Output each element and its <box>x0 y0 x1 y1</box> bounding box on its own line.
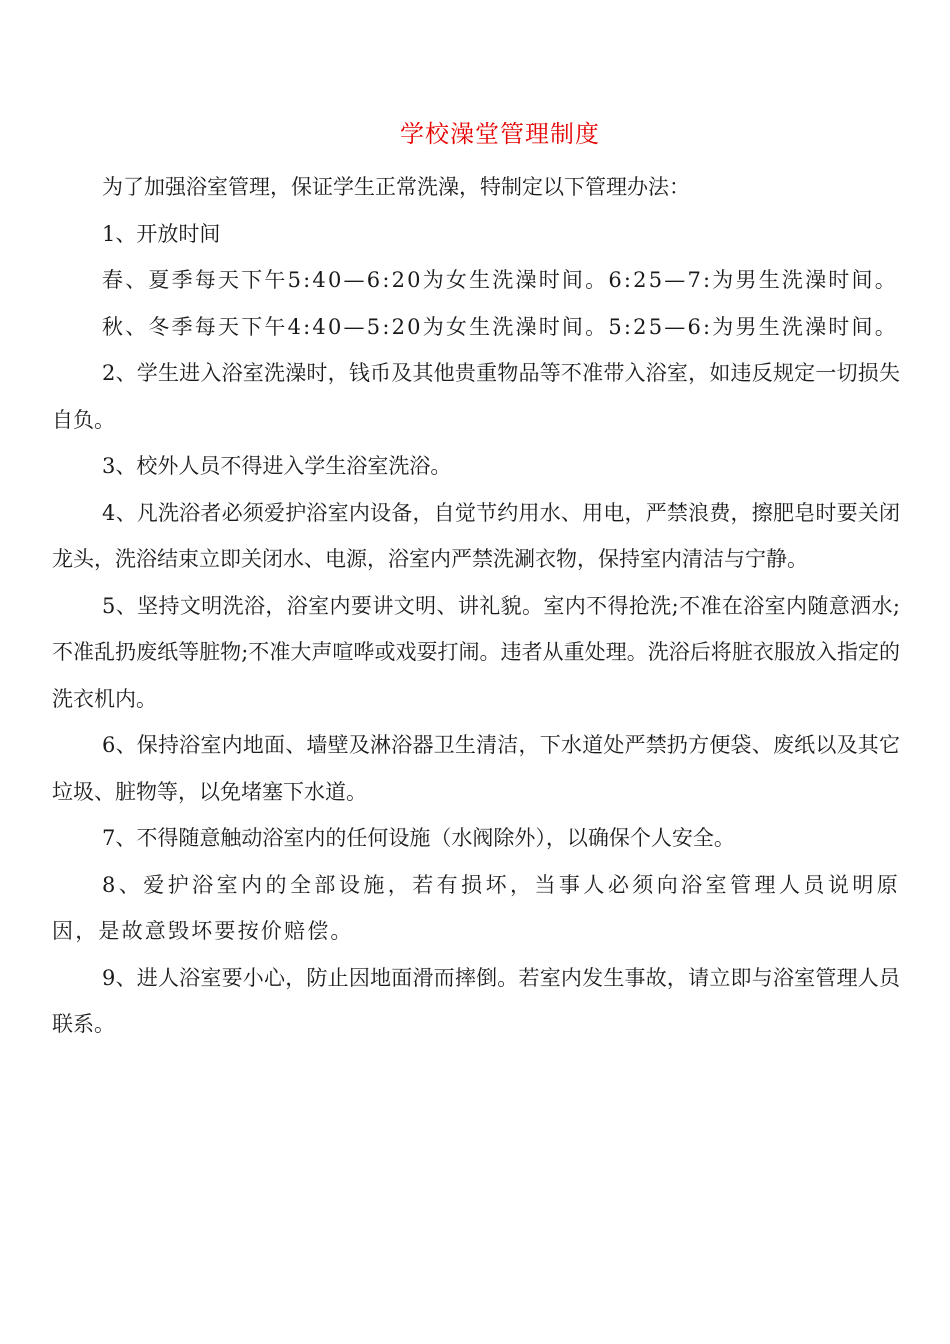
rule-paragraph-6: 6、保持浴室内地面、墙壁及淋浴器卫生清洁，下水道处严禁扔方便袋、废纸以及其它垃圾、脏物等，以免堵塞下水道。 <box>52 733 900 804</box>
rule-paragraph-3: 3、校外人员不得进入学生浴室洗浴。 <box>102 454 452 478</box>
autumn-winter-schedule: 秋、冬季每天下午4:40—5:20为女生洗澡时间。5:25—6:为男生洗澡时间。 <box>102 314 898 339</box>
spring-summer-schedule: 春、夏季每天下午5:40—6:20为女生洗澡时间。6:25—7:为男生洗澡时间。 <box>102 268 898 292</box>
document-body <box>52 164 900 1048</box>
rule-paragraph-4: 4、凡洗浴者必须爱护浴室内设备，自觉节约用水、用电，严禁浪费，擦肥皂时要关闭龙头，洗浴结束立即关闭水、电源，浴室内严禁洗涮衣物，保持室内清洁与宁静。 <box>52 500 900 571</box>
rule-paragraph-8: 8、爱护浴室内的全部设施，若有损坏，当事人必须向浴室管理人员说明原因，是故意毁坏要按价赔偿。 <box>52 872 900 943</box>
rule-paragraph-2: 2、学生进入浴室洗澡时，钱币及其他贵重物品等不准带入浴室，如违反规定一切损失自负。 <box>52 361 900 432</box>
rule-paragraph-9: 9、进人浴室要小心，防止因地面滑而摔倒。若室内发生事故，请立即与浴室管理人员联系。 <box>52 965 900 1036</box>
rule-paragraph-5: 5、坚持文明洗浴，浴室内要讲文明、讲礼貌。室内不得抢洗;不准在浴室内随意洒水;不准乱扔废纸等脏物;不准大声喧哗或戏耍打闹。违者从重处理。洗浴后将脏衣服放入指定的洗衣机内。 <box>52 593 900 711</box>
intro-paragraph: 为了加强浴室管理，保证学生正常洗澡，特制定以下管理办法： <box>102 175 690 199</box>
document-title: 学校澡堂管理制度 <box>400 120 600 148</box>
rule-paragraph-7: 7、不得随意触动浴室内的任何设施（水阀除外），以确保个人安全。 <box>102 826 735 850</box>
section-heading-opening-hours: 1、开放时间 <box>102 221 221 246</box>
